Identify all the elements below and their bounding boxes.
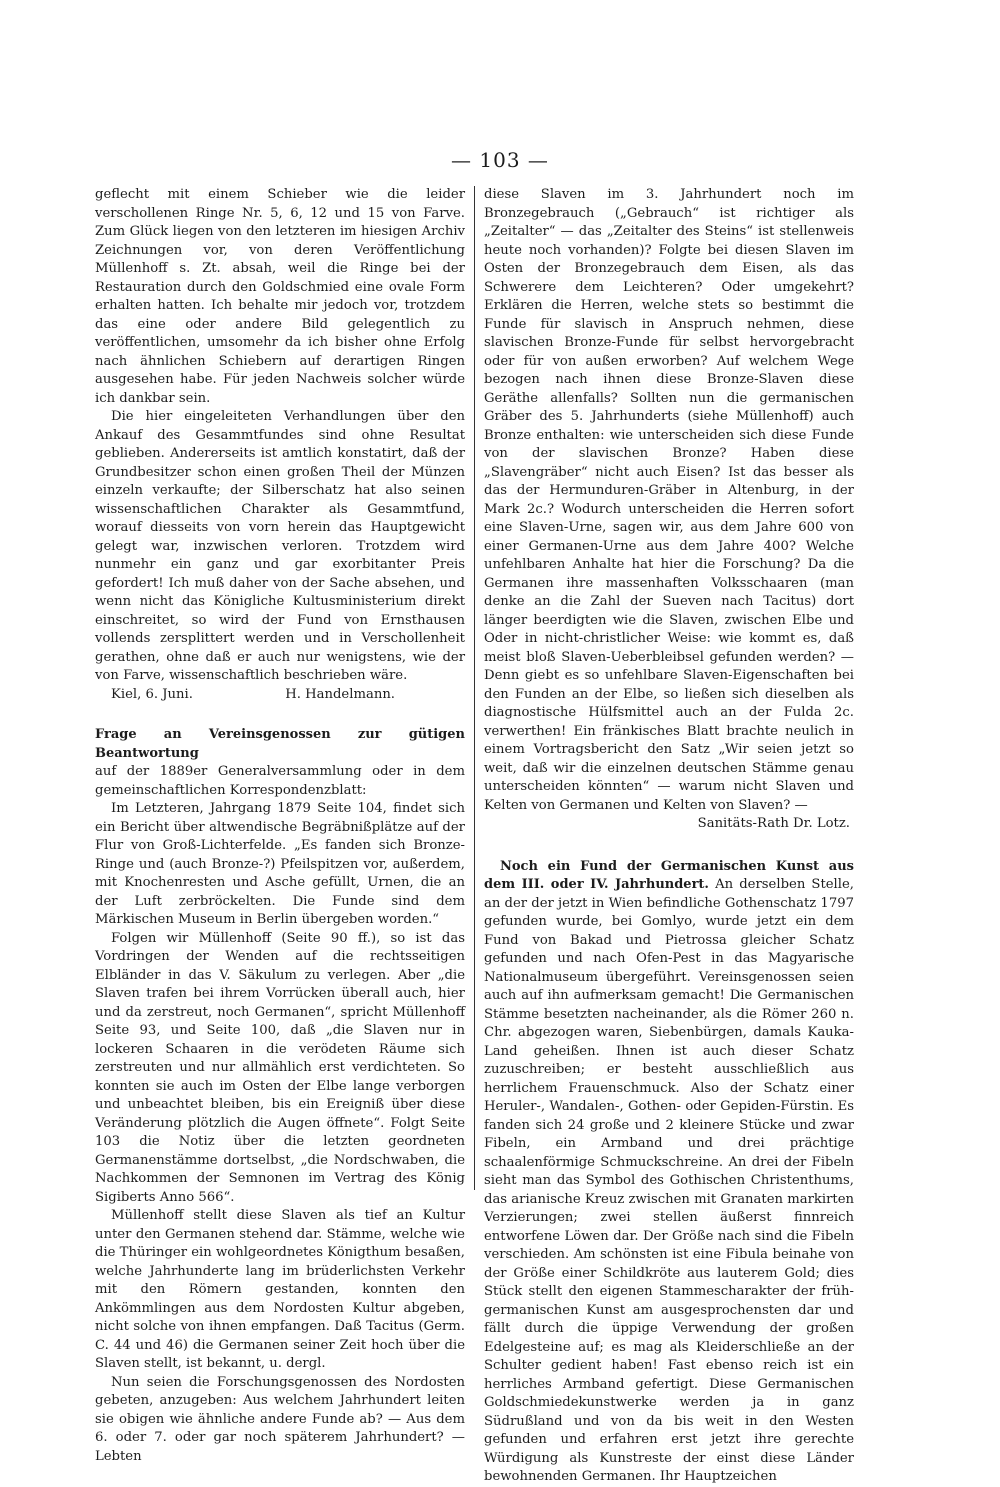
left-paragraph-4: Folgen wir Müllenhoff (Seite 90 ff.), so ist das Vordringen der Wenden auf die rechtsseitigen Elbländer in das V. Säkulum zu verlegen. Aber „die Slaven trafen bei ihrem Vorrücken überall auch, hier und da zerstreut, noch Germanen“, spricht Müllenhoff Seite 93, und Seite 100, daß „die Slaven nur in lockeren Schaaren in die verödeten Räume sich zerstreuten und nur allmählich erst verdichteten. So konnten sie auch im Osten der Elbe lange verborgen und unbeachtet bleiben, bis ein Ereigniß über diese Veränderung plötzlich die Augen öffnete“. Folgt Seite 103 die Notiz über die letzten geordneten Germanenstämme dortselbst, „die Nordschwaben, die Nachkommen der Semnonen im Vertrag des König Sigiberts Anno 566“. [95, 930, 465, 1205]
left-paragraph-2: Die hier eingeleiteten Verhandlungen über den Ankauf des Gesammtfundes sind ohne Resultat geblieben. Andererseits ist amtlich konstatirt, daß der Grundbesitzer schon einen großen Theil der Münzen einzeln verkaufte; der Silberschatz hat also seinen wissenschaftlichen Charakter als Gesammtfund, worauf diesseits von vorn herein das Hauptgewicht gelegt war, inzwischen verloren. Trotzdem wird nunmehr ein ganz und gar exorbitanter Preis gefordert! Ich muß daher von der Sache absehen, und wenn nicht das Königliche Kultusministerium direkt einschreitet, so wird der Fund von Ernsthausen vollends zersplittert werden und in Verschollenheit gerathen, ohne daß er auch nur wenigstens, wie der von Farve, wissenschaftlich beschrieben wäre. [95, 409, 465, 683]
signature-name: H. Handelmann. [285, 686, 395, 702]
right-section [484, 858, 854, 1487]
section-gap [95, 704, 465, 726]
left-paragraph-3: Im Letzteren, Jahrgang 1879 Seite 104, findet sich ein Bericht über altwendische Begräbnißplätze auf der Flur von Groß-Lichterfelde. „Es fanden sich Bronze-Ringe und (auch Bronze-?) Pfeilspitzen vor, außerdem, mit Knochenresten und Asche gefüllt, Urnen, die an der Luft zerbröckelten. Die Funde sind dem Märkischen Museum in Berlin übergeben worden.“ [95, 801, 465, 927]
left-paragraph-5: Müllenhoff stellt diese Slaven als tief an Kultur unter den Germanen stehend dar. Stämme, welche wie die Thüringer ein wohlgeordnetes Königthum besaßen, welche Jahrhunderte lang im brüderlichsten Verkehr mit den Römern gestanden, konnten den Ankömmlingen aus dem Nordosten Kultur abgeben, nicht solche von ihnen empfangen. Daß Tacitus (Germ. C. 44 und 46) die Germanen seiner Zeit hoch über die Slaven stellt, ist bekannt, u. dergl. [95, 1208, 465, 1371]
section-gap [484, 834, 854, 858]
section-heading-question: Frage an Vereinsgenossen zur gütigen Beantwortung [95, 727, 465, 761]
left-paragraph-1: geflecht mit einem Schieber wie die leider verschollenen Ringe Nr. 5, 6, 12 und 15 von Farve. Zum Glück liegen von den letzteren im hiesigen Archiv Zeichnungen vor, von deren Veröffentlichung Müllenhoff s. Zt. absah, weil die Ringe bei der Restauration durch den Goldschmied eine ovale Form erhalten hatten. Ich behalte mir jedoch vor, trotzdem das eine oder andere Bild gelegentlich zu veröffentlichen, umsomehr da ich bisher ohne Erfolg nach ähnlichen Schiebern auf derartigen Ringen ausgesehen habe. Für jeden Nachweis solcher würde ich dankbar sein. [95, 187, 465, 406]
left-paragraph-6: Nun seien die Forschungsgenossen des Nordosten gebeten, anzugeben: Aus welchem Jahrhundert leiten sie obigen wie ähnliche andere Funde ab? — Aus dem 6. oder 7. oder gar noch späterem Jahrhundert? — Lebten [95, 1374, 465, 1464]
right-column [484, 186, 854, 1487]
section-heading-find: Noch ein Fund der Germanischen Kunst aus dem III. oder IV. Jahrhundert. [484, 858, 854, 892]
section-heading-continuation: auf der 1889er Generalversammlung oder in dem gemeinschaftlichen Korrespondenzblatt: [95, 764, 465, 798]
page-number: — 103 — [451, 148, 549, 172]
signature-line [95, 686, 465, 705]
column-divider [474, 186, 475, 1190]
signature-right: Sanitäts-Rath Dr. Lotz. [697, 816, 850, 831]
right-paragraph-2: An derselben Stelle, an der der jetzt in Wien befindliche Gothenschatz 1797 gefunden wurde, bei Gomlyo, wurde jetzt ein dem Fund von Bakad und Pietrossa gleicher Schatz gefunden und nach Ofen-Pest in das Magyarische Nationalmuseum übergeführt. Vereinsgenossen seien auch auf ihn aufmerksam gemacht! Die Germanischen Stämme besetzten nacheinander, als die Römer 260 n. Chr. abgezogen waren, Siebenbürgen, damals Kauka-Land geheißen. Ihnen ist auch dieser Schatz zuzuschreiben; er besteht ausschließlich aus herrlichem Frauenschmuck. Also der Schatz einer Heruler-, Wandalen-, Gothen- oder Gepiden-Fürstin. Es fanden sich 24 große und 2 kleinere Stücke und zwar Fibeln, ein Armband und drei prächtige schaalenförmige Schmuckschreine. An drei der Fibeln sieht man das Symbol des Gothischen Christenthums, das arianische Kreuz zwischen mit Granaten markirten Verzierungen; zwei stellen äußerst finnreich entworfene Löwen dar. Der Größe nach sind die Fibeln verschieden. Am schönsten ist eine Fibula beinahe von der Größe einer Schildkröte aus lauterem Gold; dies Stück stellt den eigenen Stammescharakter der früh-germanischen Kunst am ausgesprochensten dar und fällt durch die üppige Verwendung der großen Edelgesteine auf; es mag als Kleiderschließe an der Schulter gedient haben! Fast ebenso reich ist ein herrliches Armband gefertigt. Diese Germanischen Goldschmiedekunstwerke werden ja in ganz Südrußland und von da bis weit in den Westen gefunden und erfahren erst jetzt ihre gerechte Würdigung als Kunstreste der einst diese Länder bewohnenden Germanen. Ihr Hauptzeichen [484, 877, 854, 1484]
right-paragraph-1: diese Slaven im 3. Jahrhundert noch im Bronzegebrauch („Gebrauch“ ist richtiger als „Zeitalter“ — das „Zeitalter des Steins“ ist stellenweis heute noch vorhanden)? Folgte bei diesen Slaven im Osten der Bronzegebrauch dem Eisen, als das Schwerere dem Leichteren? Oder umgekehrt? Erklären die Herren, welche stets so bestimmt die Funde für slavisch in Anspruch nehmen, diese slavischen Bronze-Funde für selbst hervorgebracht oder für von außen erworben? Auf welchem Wege bezogen nach ihnen diese Bronze-Slaven diese Geräthe allenfalls? Sollten nun die germanischen Gräber des 5. Jahrhunderts (siehe Müllenhoff) auch Bronze enthalten: wie unterscheiden sich diese Funde von der slavischen Bronze? Haben diese „Slavengräber“ nicht auch Eisen? Ist das besser als das der Hermunduren-Gräber in Altenburg, in der Mark 2c.? Wodurch unterscheiden die Herren sofort eine Slaven-Urne, sagen wir, aus dem Jahre 600 von einer Germanen-Urne aus dem Jahre 400? Welche unfehlbaren Anhalte hat hier die Forschung? Da die Germanen ihre massenhaften Volksschaaren (man denke an die Zahl der Sueven nach Tacitus) dort länger beerdigten wie die Slaven, zwischen Elbe und Oder in nicht-christlicher Weise: wie kommt es, daß meist bloß Slaven-Ueberbleibsel gefunden werden? — Denn giebt es so unfehlbare Slaven-Eigenschaften bei den Funden an der Elbe, so ließen sich dieselben als diagnostische Hülfsmittel auch an der Fulda 2c. verwerthen! Ein fränkisches Blatt brachte neulich in einem Vortragsbericht den Satz „Wir seien jetzt so weit, daß wir die einzelnen deutschen Stämme genau unterscheiden könnten“ — warum nicht Slaven und Kelten von Germanen und Kelten von Slaven? — [484, 187, 854, 813]
left-column [95, 186, 465, 1466]
signature-place-date: Kiel, 6. Juni. [111, 686, 193, 702]
